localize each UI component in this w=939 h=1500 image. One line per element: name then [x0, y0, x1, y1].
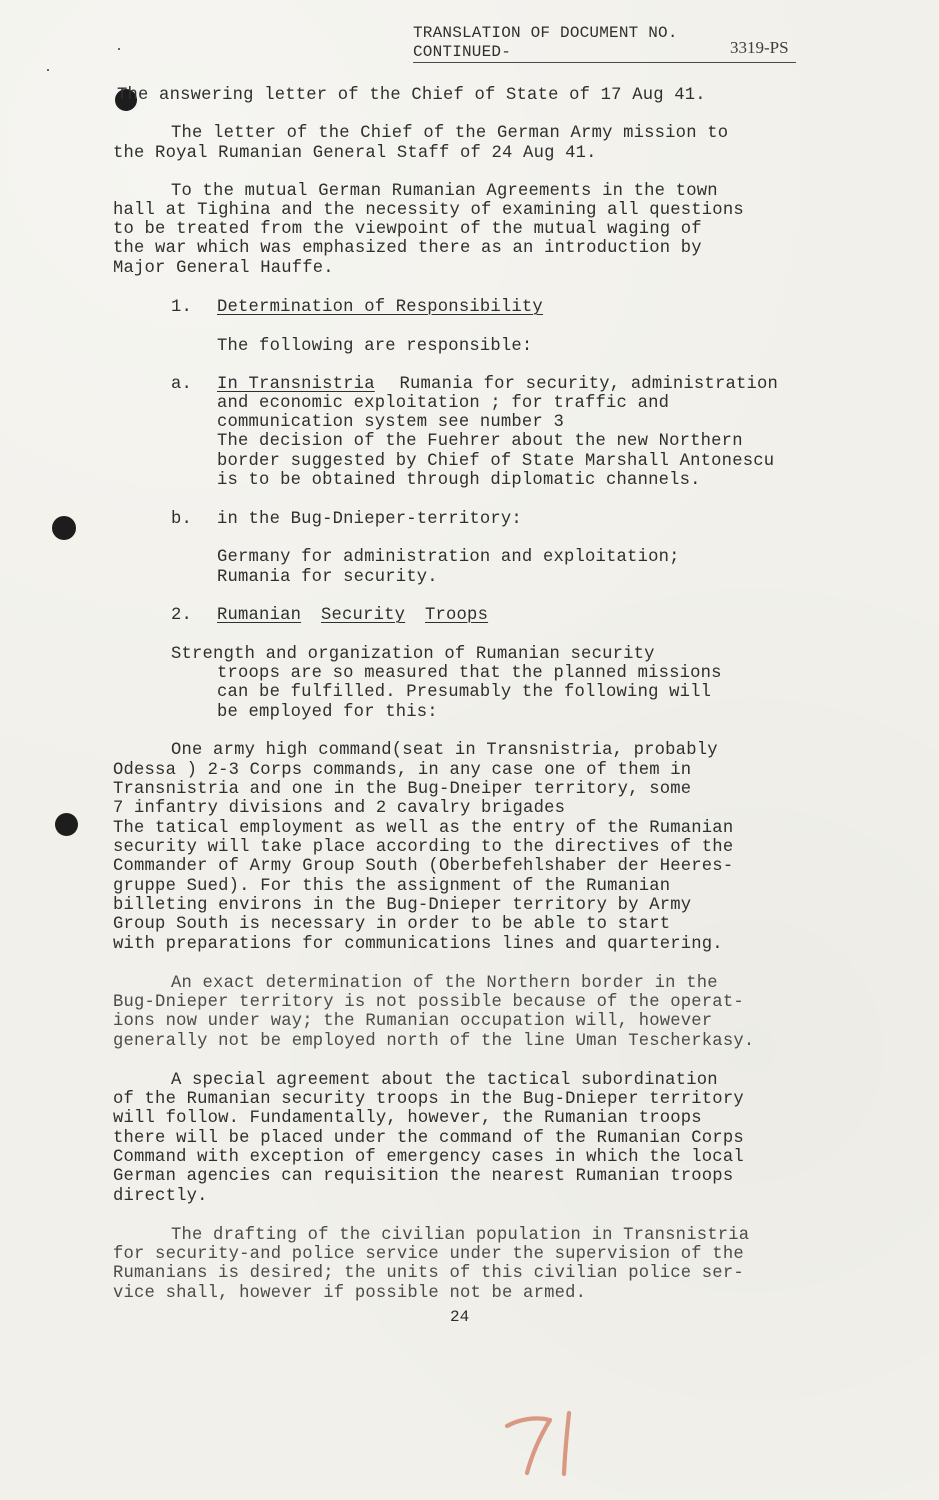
- command-line-11: with preparations for communications lines and quartering.: [113, 935, 723, 954]
- header-continued: CONTINUED-: [413, 43, 512, 61]
- strength-line-1: Strength and organization of Rumanian security: [171, 645, 655, 664]
- command-line-10: Group South is necessary in order to be able to start: [113, 915, 671, 934]
- letter-line-2: the Royal Rumanian General Staff of 24 Aug 41.: [113, 144, 597, 163]
- item-b-heading: in the Bug-Dnieper-territory:: [217, 510, 522, 529]
- punch-hole-middle: [52, 516, 76, 540]
- command-line-5: The tatical employment as well as the entry of the Rumanian: [113, 819, 734, 838]
- command-line-4: 7 infantry divisions and 2 cavalry brigades: [113, 799, 566, 818]
- agreement-line-6: German agencies can requisition the nearest Rumanian troops: [113, 1167, 734, 1186]
- section-2-heading-word-3: Troops: [425, 606, 489, 625]
- letter-line-1: The letter of the Chief of the German Army mission to: [171, 124, 729, 143]
- strength-line-3: can be fulfilled. Presumably the following will: [217, 683, 712, 702]
- section-2-heading-word-2: Security: [321, 606, 406, 625]
- header-rule: [413, 62, 796, 63]
- agreement-line-2: of the Rumanian security troops in the Bug-Dnieper territory: [113, 1090, 744, 1109]
- command-line-6: security will take place according to the directives of the: [113, 838, 734, 857]
- agreements-line-2: hall at Tighina and the necessity of examining all questions: [113, 201, 744, 220]
- item-b-label: b.: [171, 510, 193, 529]
- item-a-line-2: and economic exploitation ; for traffic and: [217, 394, 670, 413]
- document-number: 3319-PS: [730, 38, 789, 57]
- border-line-4: generally not be employed north of the line Uman Tescherkasy.: [113, 1032, 755, 1051]
- command-line-1: One army high command(seat in Transnistria, probably: [171, 741, 718, 760]
- punch-hole-bottom: [55, 813, 78, 836]
- section-1-number: 1.: [171, 298, 193, 317]
- section-2-number: 2.: [171, 606, 193, 625]
- agreements-line-4: the war which was emphasized there as an introduction by: [113, 239, 702, 258]
- command-line-3: Transnistria and one in the Bug-Dneiper territory, some: [113, 780, 692, 799]
- item-a-line-6: is to be obtained through diplomatic channels.: [217, 471, 701, 490]
- handwritten-red-mark: [498, 1404, 600, 1480]
- speck-mark: [47, 69, 49, 71]
- item-b-line-2: Rumania for security.: [217, 568, 438, 587]
- item-a-line-3: communication system see number 3: [217, 413, 564, 432]
- item-a-line-5: border suggested by Chief of State Marshall Antonescu: [217, 452, 775, 471]
- agreement-line-4: there will be placed under the command of the Rumanian Corps: [113, 1129, 744, 1148]
- agreement-line-5: Command with exception of emergency cases in which the local: [113, 1148, 744, 1167]
- command-line-8: gruppe Sued). For this the assignment of the Rumanian: [113, 877, 671, 896]
- drafting-line-2: for security-and police service under the supervision of the: [113, 1245, 744, 1264]
- speck-mark: [118, 48, 120, 50]
- item-a-line-4: The decision of the Fuehrer about the new Northern: [217, 432, 743, 451]
- item-a-lead: In Transnistria: [217, 375, 375, 394]
- item-b-line-1: Germany for administration and exploitation;: [217, 548, 680, 567]
- header-title: TRANSLATION OF DOCUMENT NO.: [413, 24, 678, 42]
- section-2-heading-word-1: Rumanian: [217, 606, 302, 625]
- agreements-line-1: To the mutual German Rumanian Agreements in the town: [171, 182, 718, 201]
- agreement-line-3: will follow. Fundamentally, however, the Rumanian troops: [113, 1109, 702, 1128]
- agreements-line-5: Major General Hauffe.: [113, 259, 334, 278]
- drafting-line-1: The drafting of the civilian population in Transnistria: [171, 1226, 750, 1245]
- border-line-1: An exact determination of the Northern border in the: [171, 974, 718, 993]
- page-number: 24: [450, 1308, 470, 1326]
- command-line-2: Odessa ) 2-3 Corps commands, in any case one of them in: [113, 761, 692, 780]
- strength-line-2: troops are so measured that the planned missions: [217, 664, 722, 683]
- command-line-9: billeting environs in the Bug-Dnieper territory by Army: [113, 896, 692, 915]
- agreement-line-7: directly.: [113, 1187, 208, 1206]
- drafting-line-3: Rumanians is desired; the units of this civilian police ser-: [113, 1264, 744, 1283]
- border-line-3: ions now under way; the Rumanian occupation will, however: [113, 1012, 713, 1031]
- section-1-heading: Determination of Responsibility: [217, 298, 543, 317]
- agreements-line-3: to be treated from the viewpoint of the mutual waging of: [113, 220, 702, 239]
- drafting-line-4: vice shall, however if possible not be armed.: [113, 1284, 587, 1303]
- intro-line: The answering letter of the Chief of State of 17 Aug 41.: [117, 86, 706, 105]
- command-line-7: Commander of Army Group South (Oberbefehlshaber der Heeres-: [113, 857, 734, 876]
- item-a-label: a.: [171, 375, 193, 394]
- agreement-line-1: A special agreement about the tactical subordination: [171, 1071, 718, 1090]
- strength-line-4: be employed for this:: [217, 703, 438, 722]
- item-a-line-1: Rumania for security, administration: [389, 375, 779, 394]
- border-line-2: Bug-Dnieper territory is not possible because of the operat-: [113, 993, 744, 1012]
- section-1-intro: The following are responsible:: [217, 337, 533, 356]
